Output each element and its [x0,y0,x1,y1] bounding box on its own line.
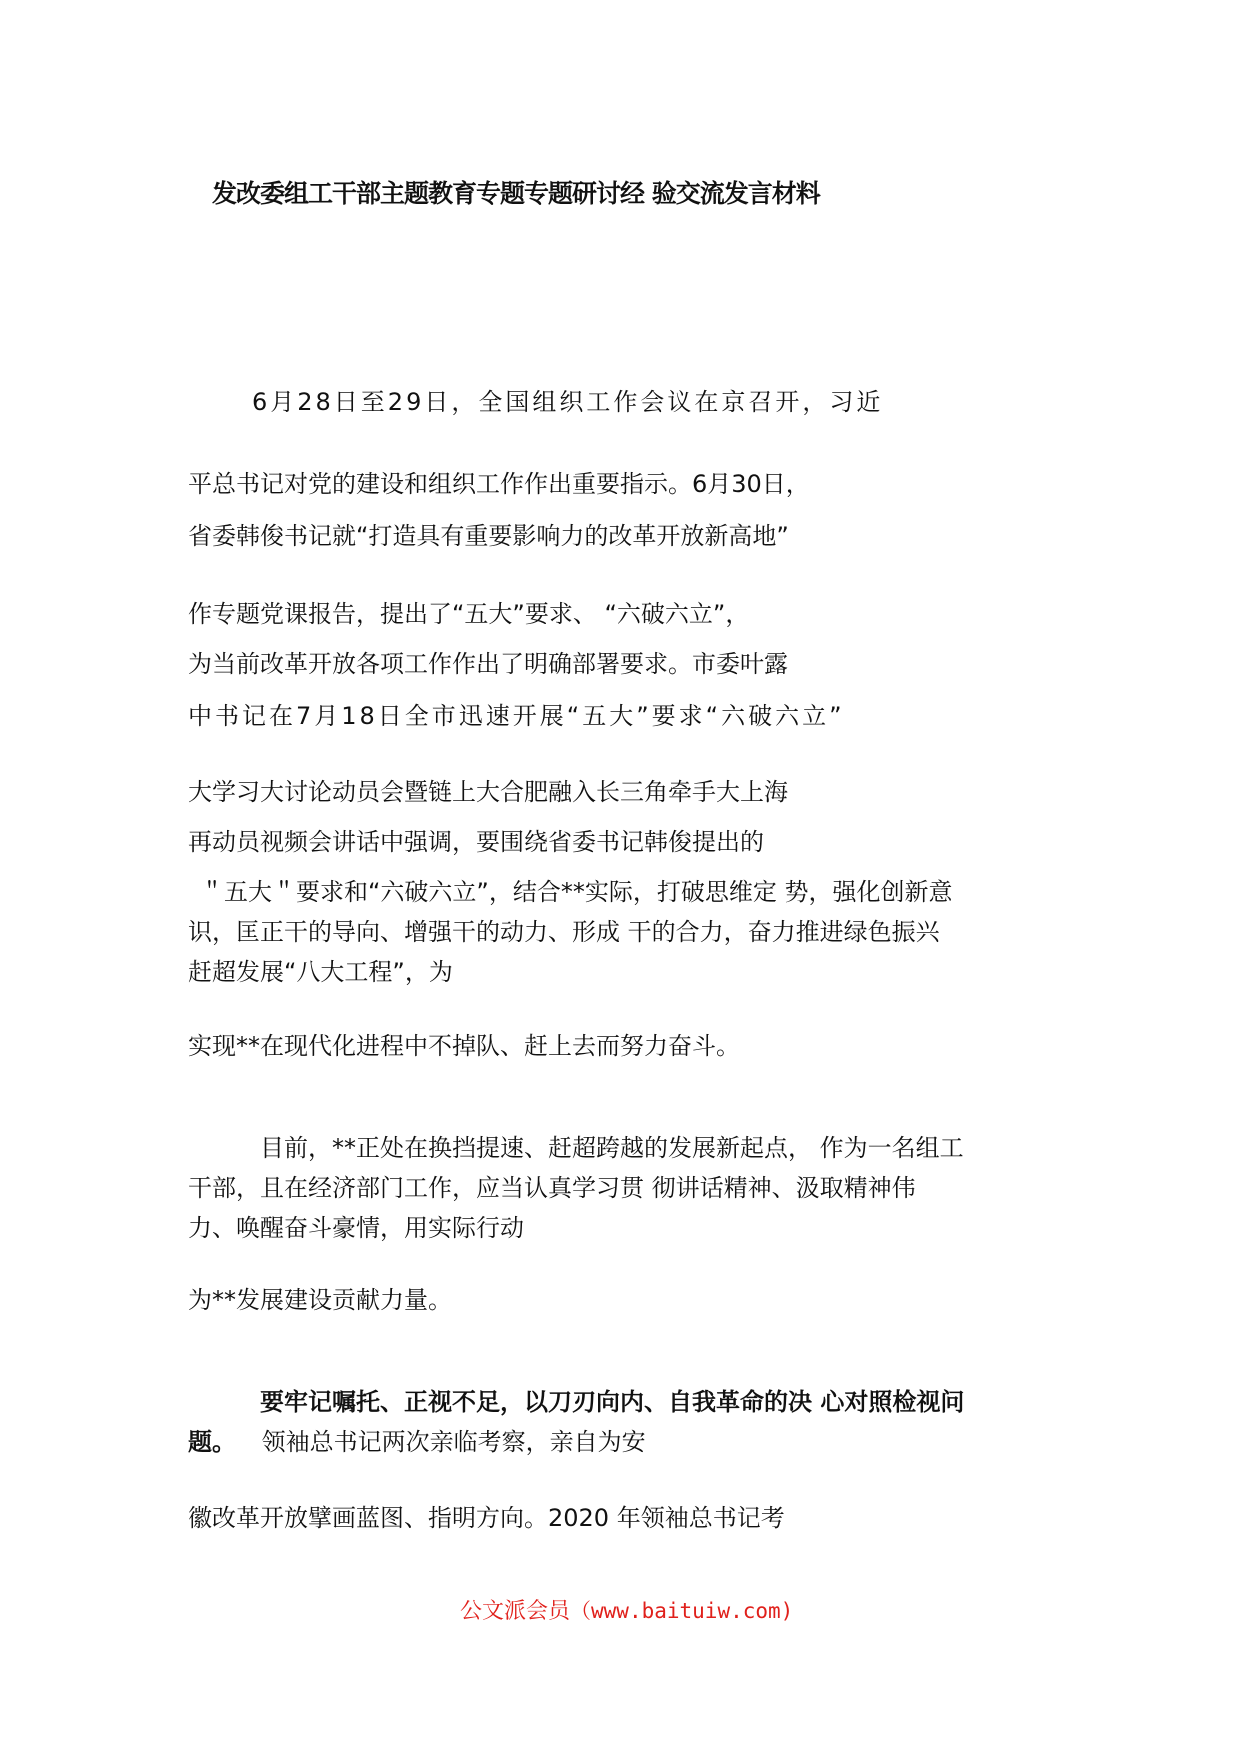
document-title: 发改委组工干部主题教育专题专题研讨经 验交流发言材料 [212,179,820,208]
bold-lead: 题。 [188,1428,236,1456]
paragraph-line: 力、唤醒奋斗豪情，用实际行动 [188,1214,524,1242]
paragraph-line: 省委韩俊书记就“打造具有重要影响力的改革开放新高地” [188,522,789,550]
paragraph-line: 识，匡正干的导向、增强干的动力、形成 干的合力，奋力推进绿色振兴 [188,918,940,946]
paragraph-line: 中书记在7月18日全市迅速开展“五大”要求“六破六立” [188,702,845,730]
paragraph-line: 赶超发展“八大工程”，为 [188,958,453,986]
paragraph-line: 6月28日至29日，全国组织工作会议在京召开，习近 [252,388,884,416]
footer-url[interactable]: （www.baituiw.com) [570,1599,794,1623]
paragraph-line: 目前，**正处在换挡提速、赶超跨越的发展新起点， 作为一名组工 [260,1134,964,1162]
paragraph-line: 平总书记对党的建设和组织工作作出重要指示。6月30日， [188,470,810,498]
paragraph-text: 领袖总书记两次亲临考察，亲自为安 [261,1428,646,1456]
paragraph-line: 再动员视频会讲话中强调，要围绕省委书记韩俊提出的 [188,828,764,856]
paragraph-line: 为当前改革开放各项工作作出了明确部署要求。市委叶露 [188,650,788,678]
paragraph-line [188,1426,646,1458]
paragraph-line: ＂五大＂要求和“六破六立”，结合**实际，打破思维定 势，强化创新意 [200,878,953,906]
footer-label: 公文派会员 [460,1599,571,1624]
paragraph-line-bold: 要牢记嘱托、正视不足，以刀刃向内、自我革命的决 心对照检视问 [260,1388,965,1416]
paragraph-line: 作专题党课报告，提出了“五大”要求、 “六破六立”， [188,600,750,628]
footer-watermark[interactable] [460,1594,793,1625]
paragraph-line: 大学习大讨论动员会暨链上大合肥融入长三角牵手大上海 [188,778,788,806]
paragraph-line: 干部，且在经济部门工作，应当认真学习贯 彻讲话精神、汲取精神伟 [188,1174,916,1202]
paragraph-line: 为**发展建设贡献力量。 [188,1286,452,1314]
paragraph-line: 实现**在现代化进程中不掉队、赶上去而努力奋斗。 [188,1032,740,1060]
paragraph-line: 徽改革开放擘画蓝图、指明方向。2020 年领袖总书记考 [188,1504,785,1532]
